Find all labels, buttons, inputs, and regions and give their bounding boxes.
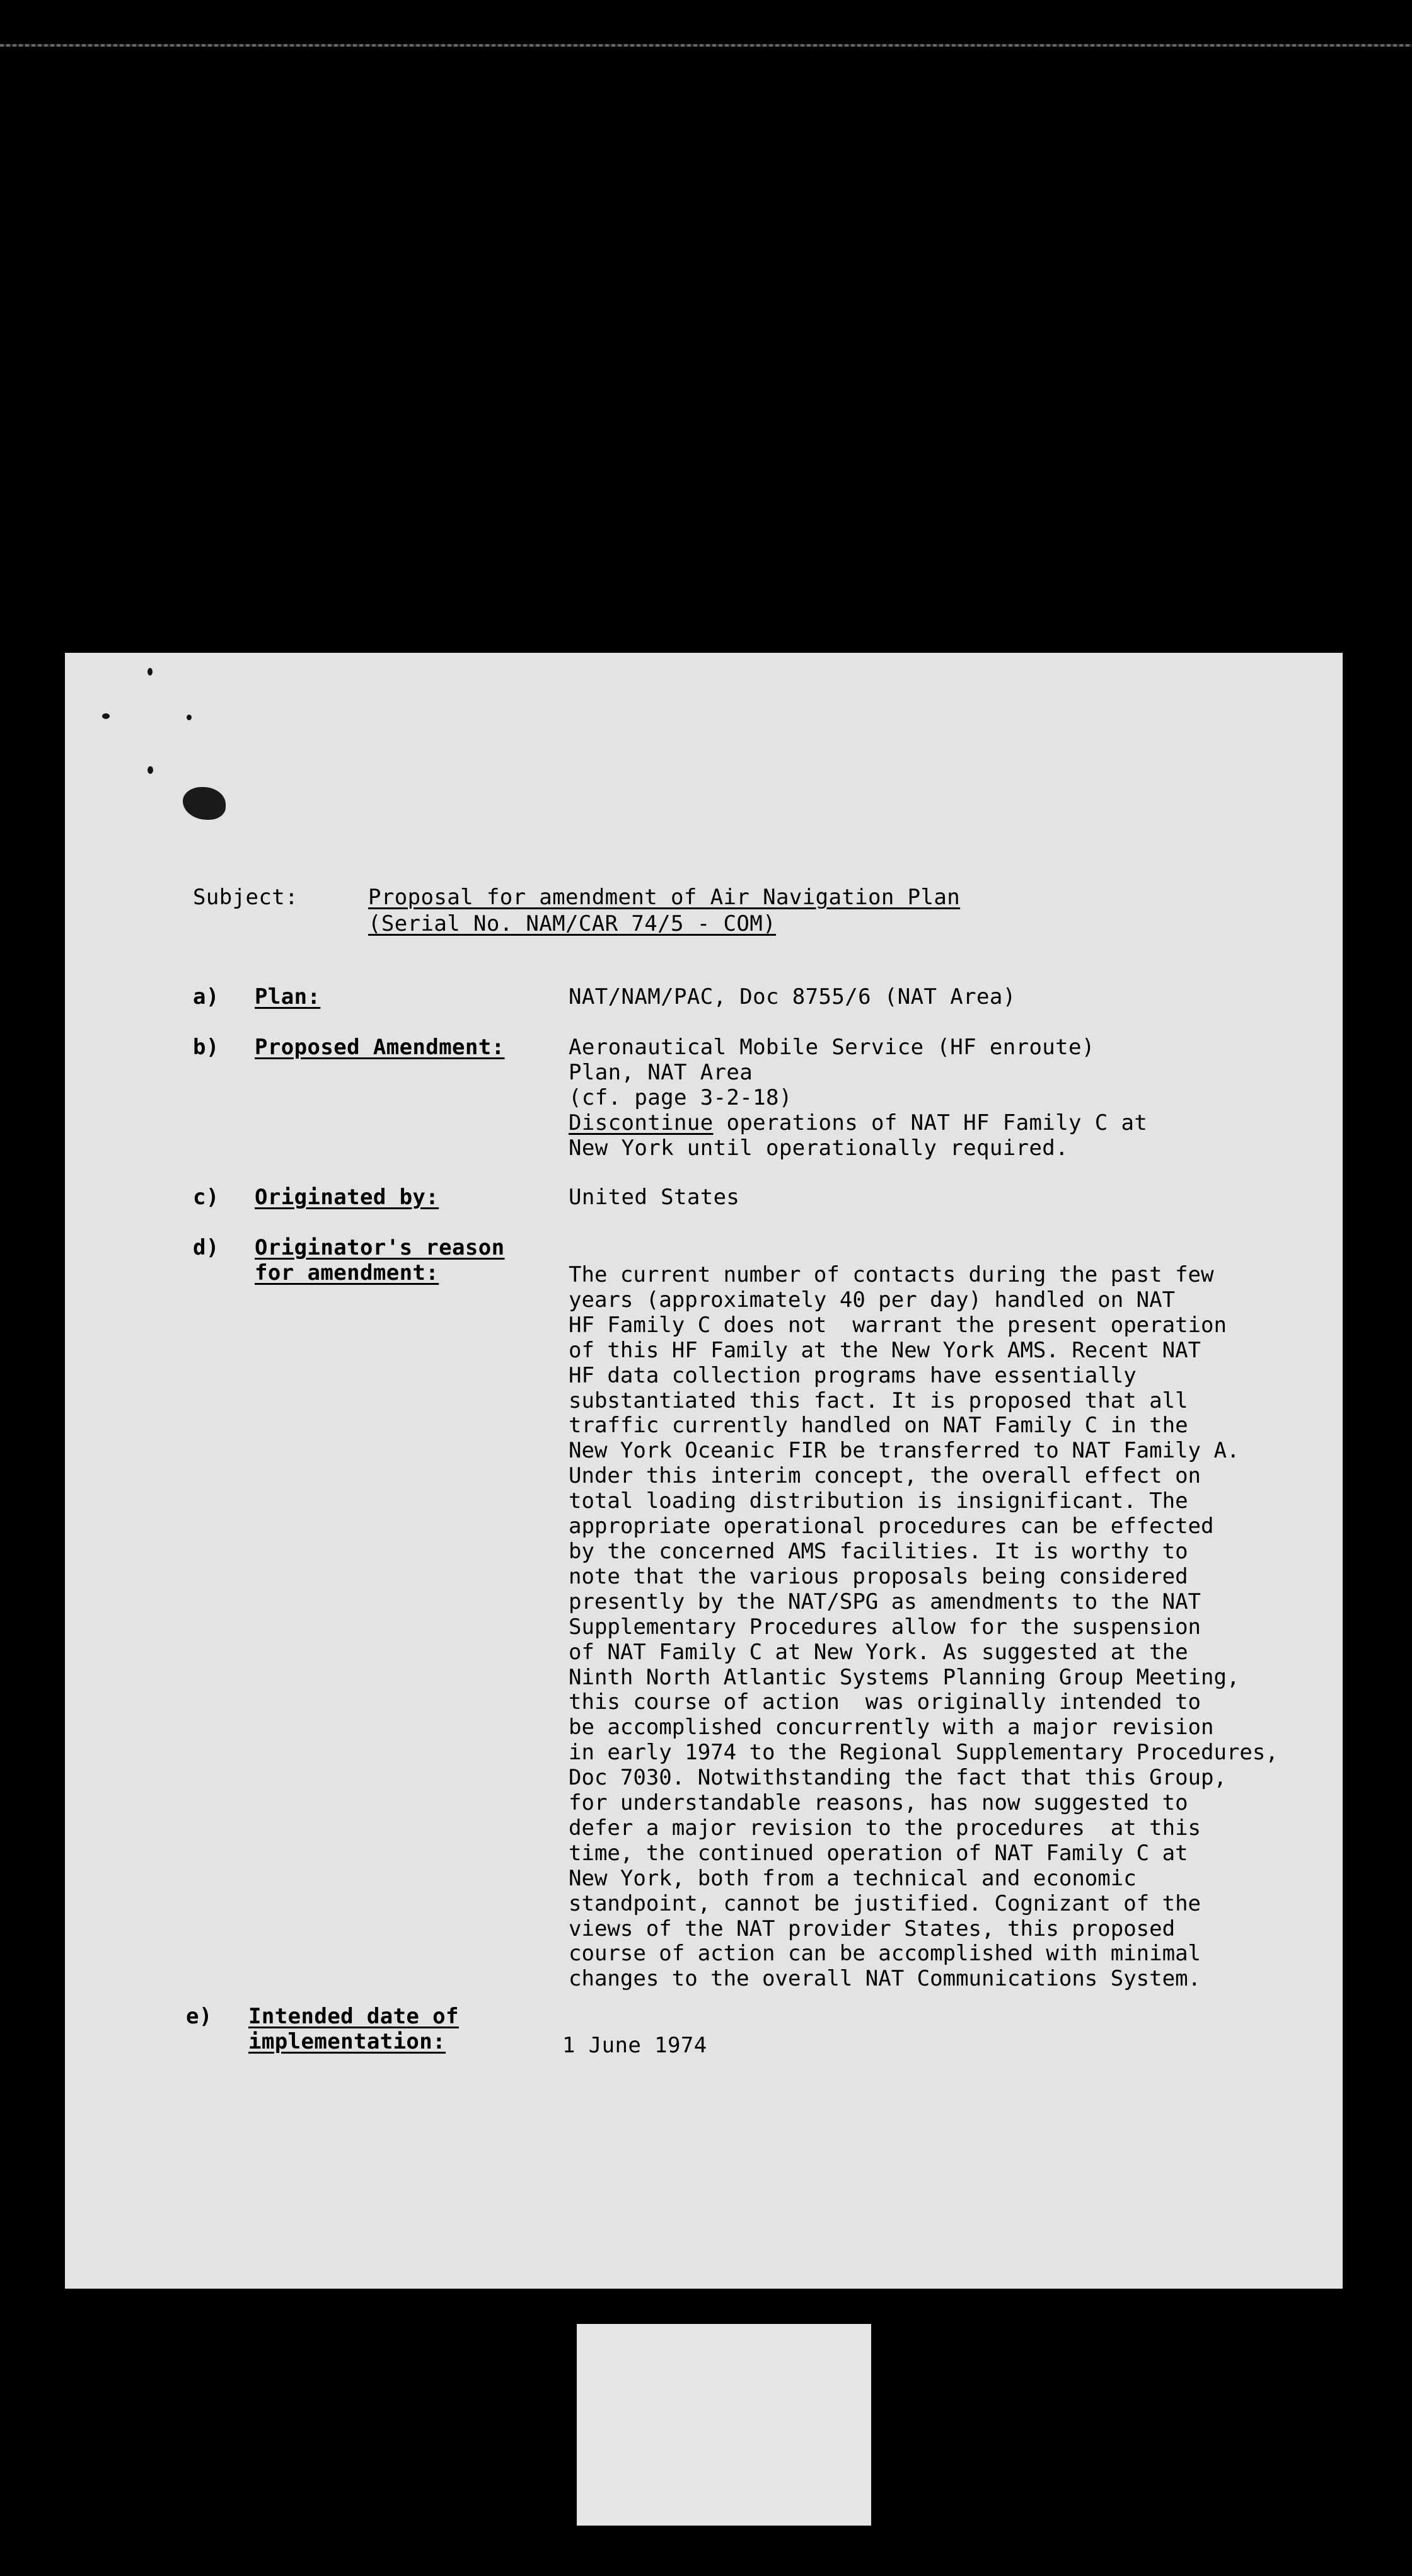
- reason-line: New York Oceanic FIR be transferred to NAT Family A.: [569, 1438, 1240, 1464]
- item-b-value-line3: (cf. page 3-2-18): [569, 1085, 792, 1110]
- page-speck: [102, 713, 110, 719]
- reason-line: total loading distribution is insignificant. The: [569, 1488, 1188, 1514]
- item-c-value: United States: [569, 1185, 740, 1210]
- reason-line: this course of action was originally intended to: [569, 1689, 1201, 1715]
- reason-line: note that the various proposals being considered: [569, 1563, 1188, 1589]
- reason-line: traffic currently handled on NAT Family C in the: [569, 1413, 1188, 1439]
- reason-line: course of action can be accomplished with minimal: [569, 1941, 1201, 1967]
- subject-title-line2: (Serial No. NAM/CAR 74/5 - COM): [368, 911, 776, 936]
- item-e-label-line1: Intended date of: [248, 2004, 459, 2029]
- item-d-letter: d): [193, 1235, 219, 1260]
- reason-paragraph: [569, 1262, 1278, 1992]
- reason-line: HF Family C does not warrant the present operation: [569, 1312, 1227, 1338]
- discontinue-rest: operations of NAT HF Family C at: [713, 1110, 1148, 1136]
- reason-line: by the concerned AMS facilities. It is worthy to: [569, 1538, 1188, 1564]
- item-b-letter: b): [193, 1035, 219, 1060]
- reason-line: in early 1974 to the Regional Supplementary Procedures,: [569, 1740, 1278, 1766]
- reason-line: standpoint, cannot be justified. Cognizant of the: [569, 1890, 1201, 1916]
- reason-line: appropriate operational procedures can be effected: [569, 1514, 1214, 1539]
- film-frame-tab: [577, 2324, 871, 2526]
- reason-line: time, the continued operation of NAT Family C at: [569, 1840, 1188, 1866]
- reason-line: defer a major revision to the procedures at this: [569, 1815, 1201, 1841]
- item-e-value: 1 June 1974: [562, 2033, 707, 2058]
- reason-line: be accomplished concurrently with a major revision: [569, 1715, 1214, 1740]
- reason-line: years (approximately 40 per day) handled on NAT: [569, 1287, 1176, 1313]
- item-c-letter: c): [193, 1185, 219, 1210]
- item-a-letter: a): [193, 984, 219, 1009]
- item-b-value-line1: Aeronautical Mobile Service (HF enroute): [569, 1035, 1095, 1060]
- discontinue-word: Discontinue: [569, 1110, 714, 1136]
- item-e-letter: e): [186, 2004, 212, 2029]
- item-a-value: NAT/NAM/PAC, Doc 8755/6 (NAT Area): [569, 984, 1016, 1009]
- item-b-value-line4: [569, 1110, 1147, 1136]
- reason-line: Doc 7030. Notwithstanding the fact that this Group,: [569, 1765, 1227, 1791]
- reason-line: presently by the NAT/SPG as amendments to the NAT: [569, 1589, 1201, 1614]
- reason-line: Ninth North Atlantic Systems Planning Group Meeting,: [569, 1664, 1240, 1690]
- reason-line: HF data collection programs have essentially: [569, 1362, 1137, 1388]
- item-d-label-line2: for amendment:: [255, 1260, 439, 1285]
- reason-line: changes to the overall NAT Communications System.: [569, 1966, 1201, 1992]
- item-d-label-line1: Originator's reason: [255, 1235, 505, 1260]
- film-edge-line: [0, 44, 1412, 47]
- item-a-label: Plan:: [255, 984, 321, 1009]
- reason-line: Under this interim concept, the overall effect on: [569, 1463, 1201, 1489]
- page-speck: [187, 715, 192, 720]
- reason-line: for understandable reasons, has now suggested to: [569, 1790, 1188, 1816]
- subject-title-line1: Proposal for amendment of Air Navigation Plan: [368, 885, 961, 910]
- reason-line: views of the NAT provider States, this proposed: [569, 1916, 1176, 1941]
- reason-line: of this HF Family at the New York AMS. Recent NAT: [569, 1337, 1201, 1363]
- reason-line: of NAT Family C at New York. As suggested at the: [569, 1639, 1188, 1665]
- reason-line: Supplementary Procedures allow for the suspension: [569, 1614, 1201, 1640]
- reason-line: The current number of contacts during the past few: [569, 1262, 1214, 1287]
- item-e-label-line2: implementation:: [248, 2029, 446, 2054]
- item-b-value-line2: Plan, NAT Area: [569, 1060, 753, 1085]
- item-c-label: Originated by:: [255, 1185, 439, 1210]
- reason-line: New York, both from a technical and economic: [569, 1865, 1137, 1891]
- item-b-value-line5: New York until operationally required.: [569, 1136, 1069, 1161]
- subject-label: Subject:: [193, 885, 298, 910]
- page-speck: [148, 766, 153, 774]
- page-speck: [148, 668, 153, 676]
- reason-line: substantiated this fact. It is proposed that all: [569, 1388, 1188, 1413]
- item-b-label: Proposed Amendment:: [255, 1035, 505, 1060]
